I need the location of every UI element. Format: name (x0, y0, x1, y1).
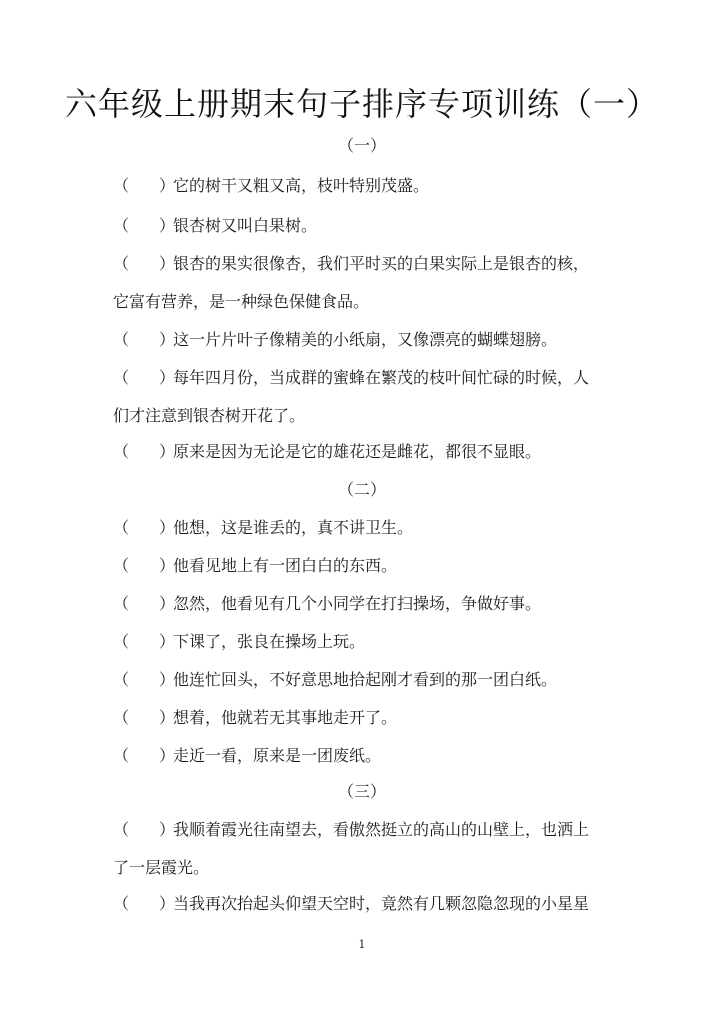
answer-blank-close: ） (159, 518, 176, 537)
sentence-text: 他想，这是谁丢的，真不讲卫生。 (173, 518, 414, 537)
answer-blank-close: ） (159, 216, 176, 235)
sentence-text: 走近一看，原来是一团废纸。 (173, 746, 382, 765)
answer-blank-open[interactable]: （ (113, 216, 130, 235)
answer-blank-open[interactable]: （ (113, 442, 130, 461)
answer-blank-close: ） (159, 746, 176, 765)
answer-blank-close: ） (159, 632, 176, 651)
sentence-item (113, 820, 633, 840)
answer-blank-open[interactable]: （ (113, 368, 130, 387)
answer-blank-open[interactable]: （ (113, 556, 130, 575)
answer-blank-open[interactable]: （ (113, 254, 130, 273)
answer-blank-close: ） (159, 368, 176, 387)
sentence-item (113, 442, 633, 462)
answer-blank-open[interactable]: （ (113, 594, 130, 613)
answer-blank-open[interactable]: （ (113, 330, 130, 349)
page-title: 六年级上册期末句子排序专项训练（一） (64, 85, 659, 123)
sentence-text: 每年四月份，当成群的蜜蜂在繁茂的枝叶间忙碌的时候，人 (173, 368, 590, 387)
answer-blank-close: ） (159, 594, 176, 613)
sentence-text: 原来是因为无论是它的雄花还是雌花，都很不显眼。 (173, 442, 542, 461)
sentence-item (113, 216, 633, 236)
answer-blank-open[interactable]: （ (113, 894, 130, 913)
sentence-text: 想着，他就若无其事地走开了。 (173, 708, 398, 727)
sentence-item (113, 556, 633, 576)
answer-blank-open[interactable]: （ (113, 820, 130, 839)
answer-blank-open[interactable]: （ (113, 708, 130, 727)
answer-blank-close: ） (159, 670, 176, 689)
answer-blank-close: ） (159, 176, 176, 195)
sentence-text: 下课了，张良在操场上玩。 (173, 632, 366, 651)
answer-blank-open[interactable]: （ (113, 670, 130, 689)
sentence-continuation: 它富有营养，是一种绿色保健食品。 (113, 292, 370, 311)
sentence-text: 银杏的果实很像杏，我们平时买的白果实际上是银杏的核， (173, 254, 590, 273)
answer-blank-open[interactable]: （ (113, 746, 130, 765)
sentence-item (113, 330, 633, 350)
sentence-item (113, 894, 633, 914)
section-heading-3: （三） (337, 782, 386, 801)
page-number: 1 (358, 938, 366, 951)
sentence-text: 忽然，他看见有几个小同学在打扫操场，争做好事。 (173, 594, 542, 613)
sentence-item (113, 746, 633, 766)
sentence-item (113, 708, 633, 728)
sentence-text: 他连忙回头，不好意思地拾起刚才看到的那一团白纸。 (173, 670, 558, 689)
sentence-item (113, 368, 633, 388)
sentence-text: 这一片片叶子像精美的小纸扇，又像漂亮的蝴蝶翅膀。 (173, 330, 558, 349)
answer-blank-open[interactable]: （ (113, 176, 130, 195)
answer-blank-open[interactable]: （ (113, 518, 130, 537)
section-heading-1: （一） (337, 136, 386, 155)
sentence-continuation: 了一层霞光。 (113, 858, 210, 877)
sentence-text: 它的树干又粗又高，枝叶特别茂盛。 (173, 176, 430, 195)
sentence-text: 银杏树又叫白果树。 (173, 216, 318, 235)
answer-blank-close: ） (159, 556, 176, 575)
sentence-item (113, 176, 633, 196)
sentence-text: 当我再次抬起头仰望天空时，竟然有几颗忽隐忽现的小星星 (173, 894, 590, 913)
sentence-item (113, 254, 633, 274)
answer-blank-close: ） (159, 330, 176, 349)
sentence-item (113, 632, 633, 652)
answer-blank-close: ） (159, 894, 176, 913)
sentence-item (113, 670, 633, 690)
answer-blank-close: ） (159, 708, 176, 727)
sentence-text: 我顺着霞光往南望去，看傲然挺立的高山的山壁上，也洒上 (173, 820, 590, 839)
sentence-item (113, 518, 633, 538)
sentence-continuation: 们才注意到银杏树开花了。 (113, 406, 306, 425)
sentence-text: 他看见地上有一团白白的东西。 (173, 556, 398, 575)
answer-blank-open[interactable]: （ (113, 632, 130, 651)
answer-blank-close: ） (159, 442, 176, 461)
sentence-item (113, 594, 633, 614)
answer-blank-close: ） (159, 254, 176, 273)
section-heading-2: （二） (337, 480, 386, 499)
answer-blank-close: ） (159, 820, 176, 839)
